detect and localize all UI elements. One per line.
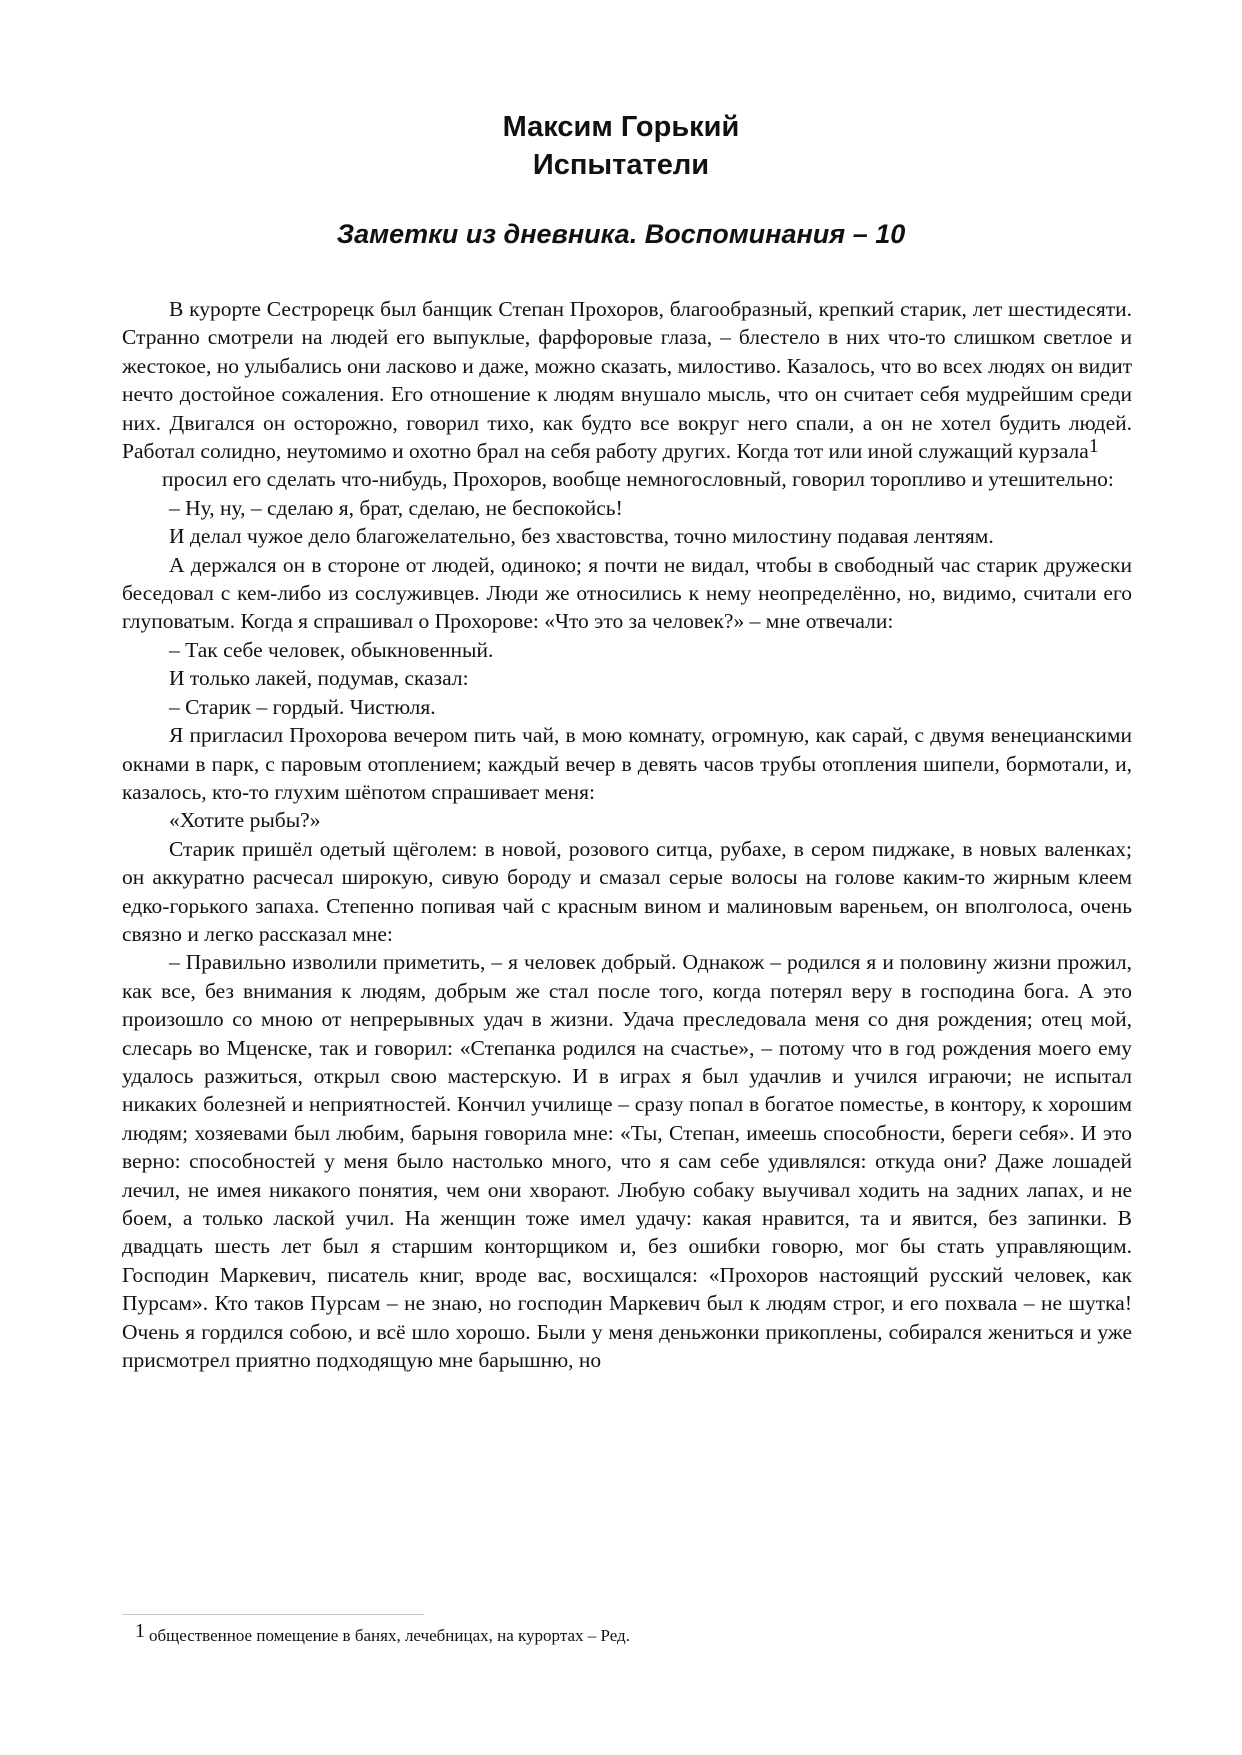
paragraph: «Хотите рыбы?»	[169, 808, 321, 833]
paragraph: – Так себе человек, обыкновенный.	[169, 637, 494, 662]
work-title: Испытатели	[532, 149, 710, 181]
paragraph: – Старик – гордый. Чистюля.	[169, 694, 436, 719]
paragraph: А держался он в стороне от людей, одиноко; я почти не видал, чтобы в свободный час старик дружески беседовал с кем-либо из сослуживцев. Люди же относились к нему неопределённо, но, видимо, считали его глуповатым. Когда я спрашивал о Прохорове: «Что это за человек?» – мне отвечали:	[122, 552, 1132, 634]
paragraph: И делал чужое дело благожелательно, без хвастовства, точно милостину подавая лентяям.	[169, 524, 994, 549]
paragraph: – Правильно изволили приметить, – я человек добрый. Однакож – родился я и половину жизни прожил, как все, без внимания к людям, добрым же стал после того, когда потерял веру в господина бога. А это произошло со мною от непрерывных удач в жизни. Удача преследовала меня со дня рождения; отец мой, слесарь во Мценске, так и говорил: «Степанка родился на счастье», – потому что в год рождения моего ему удалось разжиться, открыл свою мастерскую. И в играх я был удачлив и учился играючи; не испытал никаких болезней и неприятностей. Кончил училище – сразу попал в богатое поместье, в контору, к хорошим людям; хозяевами был любим, барыня говорила мне: «Ты, Степан, имеешь способности, береги себя». И это верно: способностей у меня было настолько много, что я сам себе удивлялся: откуда они? Даже лошадей лечил, не имея никакого понятия, чем они хворают. Любую собаку выучивал ходить на задних лапах, и не боем, а только лаской учил. На женщин тоже имел удачу: какая нравится, та и явится, без запинки. В двадцать шесть лет был я старшим конторщиком и, без ошибки говорю, мог бы стать управляющим. Господин Маркевич, писатель книг, вроде вас, восхищался: «Прохоров настоящий русский человек, как Пурсам». Кто таков Пурсам – не знаю, но господин Маркевич был к людям строг, и его похвала – не шутка! Очень я гордился собою, и всё шло хорошо. Были у меня деньжонки прикоплены, собирался жениться и уже присмотрел приятно подходящую мне барышню, но	[122, 950, 1132, 1373]
title-block	[0, 108, 1242, 184]
paragraph: – Ну, ну, – сделаю я, брат, сделаю, не беспокойсь!	[169, 495, 623, 520]
footnote-number: 1	[135, 1620, 145, 1642]
footnote-text: общественное помещение в банях, лечебницах, на курортах – Ред.	[149, 1626, 630, 1645]
footnote-reference: 1	[1088, 435, 1099, 458]
footnote	[135, 1611, 1135, 1656]
paragraph: Старик пришёл одетый щёголем: в новой, розового ситца, рубахе, в сером пиджаке, в новых валенках; он аккуратно расчесал широкую, сивую бороду и смазал серые волосы на голове каким-то жирным клеем едко-горького запаха. Степенно попивая чай с красным вином и малиновым вареньем, он вполголоса, очень связно и легко рассказал мне:	[122, 836, 1132, 946]
subtitle: Заметки из дневника. Воспоминания – 10	[336, 219, 906, 249]
paragraph: просил его сделать что-нибудь, Прохоров, вообще немногословный, говорил торопливо и утешительно:	[162, 467, 1114, 492]
paragraph: И только лакей, подумав, сказал:	[169, 666, 469, 691]
paragraph-text: В курорте Сестрорецк был банщик Степан Прохоров, благообразный, крепкий старик, лет шестидесяти. Странно смотрели на людей его выпуклые, фарфоровые глаза, – блестело в них что-то слишком светлое и жестокое, но улыбались они ласково и даже, можно сказать, милостиво. Казалось, что во всех людях он видит нечто достойное сожаления. Его отношение к людям внушало мысль, что он считает себя мудрейшим среди них. Двигался он осторожно, говорил тихо, как будто все вокруг него спали, а он не хотел будить людей. Работал солидно, неутомимо и охотно брал на себя работу других. Когда тот или иной служащий курзала	[122, 297, 1132, 464]
body-text	[122, 295, 1132, 1374]
paragraph	[122, 295, 1132, 465]
author-name: Максим Горький	[502, 111, 740, 143]
paragraph: Я пригласил Прохорова вечером пить чай, в мою комнату, огромную, как сарай, с двумя венецианскими окнами в парк, с паровым отоплением; каждый вечер в девять часов трубы отопления шипели, бормотали, и, казалось, кто-то глухим шёпотом спрашивает меня:	[122, 723, 1132, 804]
